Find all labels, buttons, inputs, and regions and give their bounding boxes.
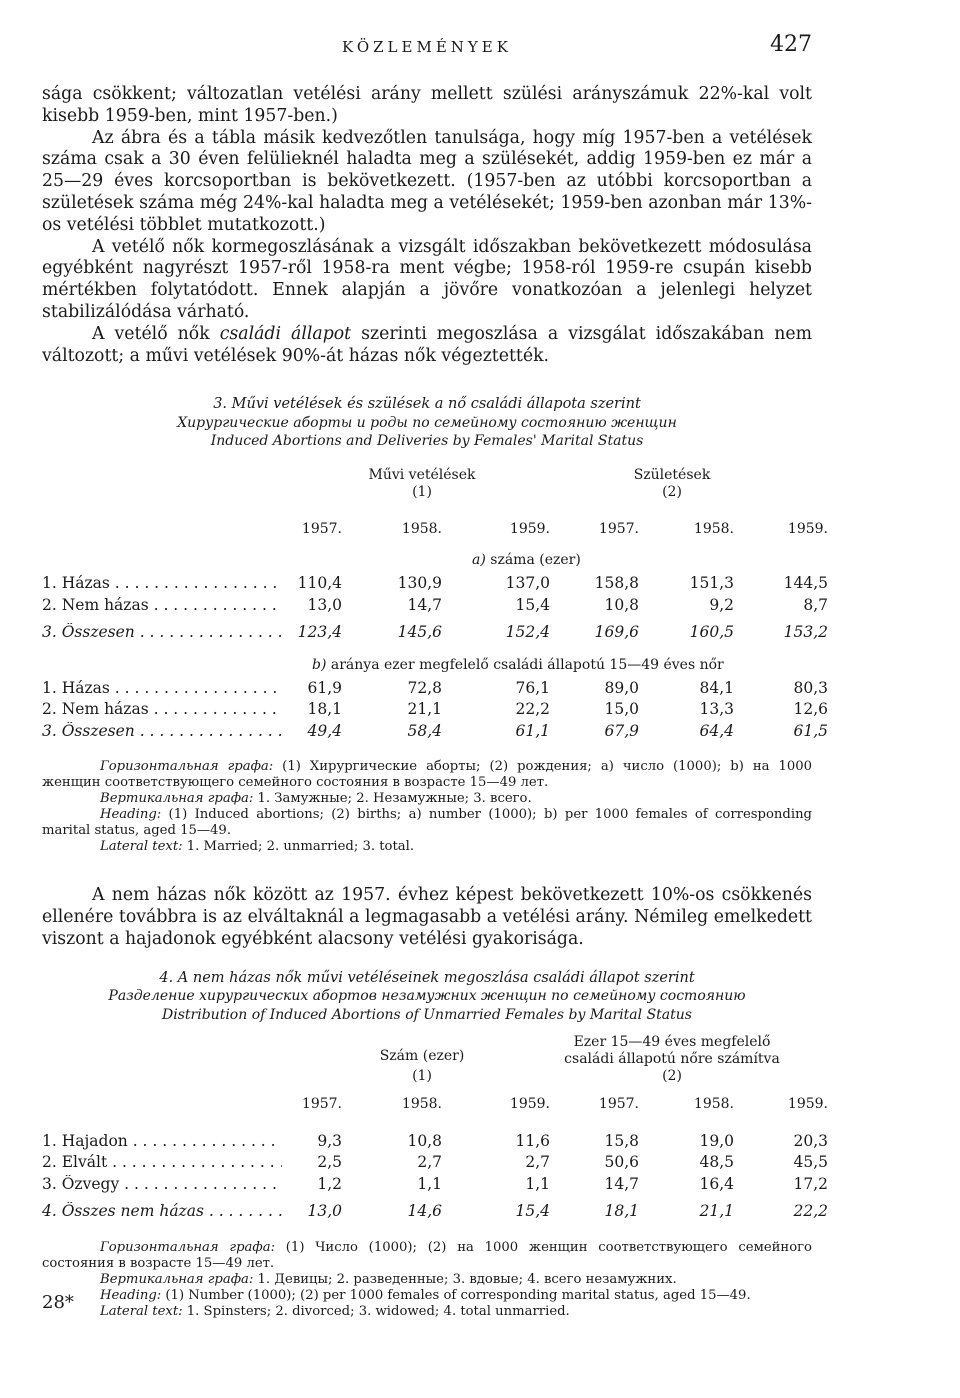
table-4-caption-ru: Разделение хирургических абортов незамужних женщин по семейному состоянию (108, 988, 746, 1005)
value-cell: 12,6 (793, 700, 828, 719)
table-row (42, 1131, 828, 1154)
table-3-rows-b (42, 678, 828, 744)
note-text: 1. Spinsters; 2. divorced; 3. widowed; 4. total unmarried. (182, 1303, 570, 1319)
value-cell: 9,3 (317, 1131, 342, 1150)
table-3 (42, 395, 828, 855)
row-label: 2. Nem házas . . . (42, 596, 282, 614)
value-cell: 15,4 (515, 595, 550, 614)
table-3-caption-hu: 3. Művi vetélések és szülések a nő családi állapota szerint (213, 396, 641, 413)
table-3-group2: Születések (633, 466, 711, 483)
value-cell: 10,8 (604, 595, 639, 614)
note-ru-lateral (42, 791, 812, 807)
value-cell: 2,7 (525, 1153, 550, 1172)
value-cell: 151,3 (689, 574, 734, 593)
table-4-group2-line2: családi állapotú nőre számítva (564, 1051, 780, 1068)
note-ru-lateral (42, 1272, 812, 1288)
value-cell: 13,0 (307, 1202, 342, 1221)
note-text: 1. Замужные; 2. Незамужные; 3. всего. (253, 791, 532, 807)
value-cell: 17,2 (793, 1174, 828, 1193)
note-text: 1. Девицы; 2. разведенные; 3. вдовые; 4. всего незамужних. (253, 1271, 677, 1287)
row-label: 1. Hajadon . . . (42, 1132, 282, 1150)
value-cell: 1,2 (317, 1174, 342, 1193)
row-label: 3. Összesen . . . (42, 623, 282, 641)
value-cell: 130,9 (397, 574, 442, 593)
value-cell: 152,4 (505, 623, 550, 642)
year-cell: 1957. (598, 1096, 639, 1113)
value-cell: 21,1 (407, 700, 442, 719)
value-cell: 14,7 (604, 1174, 639, 1193)
paragraph-4 (42, 324, 812, 368)
table-3-notes (42, 759, 812, 855)
value-cell: 18,1 (307, 700, 342, 719)
value-cell: 22,2 (793, 1202, 828, 1221)
table-row (42, 1174, 828, 1197)
value-cell: 158,8 (594, 574, 639, 593)
paragraph-5: A nem házas nők között az 1957. évhez képest bekövetkezett 10%-os csökkenés ellenére továbbra is az elváltaknál a legmagasabb a vetélési arány. Némileg emelkedett viszont a hajadonok egyébként alacsony vetélési gyakorisága. (42, 885, 812, 949)
table-4-group1-num: (1) (412, 1068, 432, 1085)
note-text: (1) Number (1000); (2) per 1000 females of corresponding marital status, aged 15—49. (161, 1287, 751, 1303)
value-cell: 2,7 (417, 1153, 442, 1172)
value-cell: 160,5 (689, 623, 734, 642)
note-label: Вертикальная графа: (100, 1271, 254, 1287)
value-cell: 89,0 (604, 678, 639, 697)
year-cell: 1958. (693, 1096, 734, 1113)
note-text: (1) Хирургические аборты; (2) рождения; а) число (1000); b) на 1000 женщин соответствующего семейного состояния в возрасте 15—49 лет. (42, 759, 812, 791)
value-cell: 64,4 (699, 721, 734, 740)
note-en-heading (42, 1288, 812, 1304)
year-cell: 1957. (598, 520, 639, 537)
year-cell: 1957. (301, 1096, 342, 1113)
value-cell: 48,5 (699, 1153, 734, 1172)
value-cell: 169,6 (594, 623, 639, 642)
value-cell: 14,7 (407, 595, 442, 614)
value-cell: 9,2 (709, 595, 734, 614)
table-4-group1: Szám (ezer) (379, 1048, 465, 1065)
row-label: 4. Összes nem házas . . . (42, 1202, 282, 1220)
note-en-lateral (42, 839, 812, 855)
row-label: 3. Összesen . . . (42, 722, 282, 740)
value-cell: 15,0 (604, 700, 639, 719)
table-row-total (42, 721, 828, 744)
note-ru-heading (42, 1240, 812, 1272)
table-3-group1: Művi vetélések (368, 466, 476, 483)
table-3-caption-en: Induced Abortions and Deliveries by Females' Marital Status (210, 433, 644, 450)
table-row (42, 574, 828, 596)
note-label: Горизонтальная графа: (100, 1239, 276, 1255)
value-cell: 2,5 (317, 1153, 342, 1172)
value-cell: 80,3 (793, 678, 828, 697)
value-cell: 49,4 (307, 721, 342, 740)
paragraph-4-emphasis: családi állapot (219, 323, 352, 344)
running-head: KÖZLEMÉNYEK (342, 38, 512, 56)
year-cell: 1959. (509, 1096, 550, 1113)
table-4-notes (42, 1240, 812, 1320)
note-label: Heading: (100, 807, 162, 823)
table-4-years (42, 1096, 828, 1118)
value-cell: 76,1 (515, 678, 550, 697)
value-cell: 145,6 (397, 623, 442, 642)
note-en-heading (42, 807, 812, 839)
table-4 (42, 969, 828, 1320)
paragraph-1: sága csökkent; változatlan vetélési arány mellett szülési arányszámuk 22%-kal volt kisebb 1959-ben, mint 1957-ben.) (42, 84, 812, 126)
value-cell: 144,5 (783, 574, 828, 593)
signature-mark: 28* (42, 1292, 74, 1313)
note-label: Lateral text: (100, 1303, 183, 1319)
value-cell: 84,1 (699, 678, 734, 697)
section-a-letter: a) (472, 552, 486, 569)
note-text: (1) Induced abortions; (2) births; a) number (1000); b) per 1000 females of corresponding marital status, aged 15—49. (42, 807, 812, 839)
value-cell: 8,7 (803, 595, 828, 614)
value-cell: 110,4 (297, 574, 342, 593)
table-3-years (42, 520, 828, 543)
table-row (42, 700, 828, 722)
section-b-heading (312, 657, 724, 673)
page-header (42, 30, 812, 70)
year-cell: 1958. (401, 1096, 442, 1113)
table-4-rows (42, 1131, 828, 1224)
table-row (42, 678, 828, 701)
value-cell: 61,5 (793, 721, 828, 740)
paragraph-2: Az ábra és a tábla másik kedvezőtlen tanulsága, hogy míg 1957-ben a vetélések száma csak a 30 éven felülieknél haladta meg a szülésekét, addig 1959-ben ez már a 25—29 éves korcsoportban is bekövetkezett. (1957-ben az utóbbi korcsoportban a születések száma még 24%-kal haladta meg a vetélésekét; 1959-ben azonban már 13%-os vetélési többlet mutatkozott.) (42, 127, 812, 235)
value-cell: 18,1 (604, 1202, 639, 1221)
section-b-text: aránya ezer megfelelő családi állapotú 15—49 éves nőr (326, 656, 724, 673)
value-cell: 45,5 (793, 1153, 828, 1172)
value-cell: 50,6 (604, 1153, 639, 1172)
year-cell: 1959. (787, 1096, 828, 1113)
value-cell: 16,4 (699, 1174, 734, 1193)
value-cell: 61,1 (515, 721, 550, 740)
table-3-rows-a (42, 574, 828, 645)
page (42, 30, 828, 1320)
paragraph-3: A vetélő nők kormegoszlásának a vizsgált időszakban bekövetkezett módosulása egyébként nagyrészt 1957-ről 1958-ra ment végbe; 1958-ról 1959-re csupán kisebb mértékben folytatódott. Ennek alapján a jövőre vonatkozóan a jelenlegi helyzet stabilizálódása várható. (42, 236, 812, 322)
row-label: 1. Házas . . . (42, 574, 282, 592)
table-4-header (42, 1034, 812, 1096)
row-label: 1. Házas . . . (42, 679, 282, 697)
table-4-group2-line1: Ezer 15—49 éves megfelelő (573, 1034, 771, 1051)
row-label: 2. Elvált . . . (42, 1153, 282, 1171)
table-row-total (42, 1202, 828, 1224)
table-4-caption-hu: 4. A nem házas nők művi vetéléseinek megoszlása családi állapot szerint (159, 969, 695, 986)
page-number: 427 (770, 32, 812, 57)
year-cell: 1958. (401, 520, 442, 537)
value-cell: 67,9 (604, 721, 639, 740)
table-3-header (42, 463, 812, 521)
table-3-section-b (42, 657, 812, 679)
note-en-lateral (42, 1304, 812, 1320)
value-cell: 72,8 (407, 678, 442, 697)
section-a-text: száma (ezer) (485, 552, 581, 569)
table-3-section-a (42, 552, 812, 574)
paragraph-4-start: A vetélő nők (92, 323, 220, 344)
table-4-caption-en: Distribution of Induced Abortions of Unmarried Females by Marital Status (162, 1006, 692, 1023)
table-4-group2-num: (2) (662, 1068, 682, 1085)
year-cell: 1959. (509, 520, 550, 537)
value-cell: 123,4 (297, 623, 342, 642)
year-cell: 1958. (693, 520, 734, 537)
section-b-letter: b) (312, 656, 327, 673)
note-text: 1. Married; 2. unmarried; 3. total. (182, 839, 415, 855)
table-3-caption-ru: Хирургические аборты и роды по семейному состоянию женщин (177, 414, 677, 431)
table-row-total (42, 623, 828, 645)
row-label: 3. Özvegy . . . (42, 1175, 282, 1193)
table-3-group1-num: (1) (412, 483, 432, 500)
value-cell: 21,1 (699, 1202, 734, 1221)
value-cell: 10,8 (407, 1131, 442, 1150)
value-cell: 58,4 (407, 721, 442, 740)
note-label: Heading: (100, 1287, 162, 1303)
year-cell: 1959. (787, 520, 828, 537)
value-cell: 19,0 (699, 1131, 734, 1150)
value-cell: 137,0 (505, 574, 550, 593)
note-text: (1) Число (1000); (2) на 1000 женщин соответствующего семейного состояния в возрасте 15—49 лет. (42, 1239, 812, 1271)
year-cell: 1957. (301, 520, 342, 537)
section-a-heading (472, 552, 581, 568)
value-cell: 1,1 (525, 1174, 550, 1193)
value-cell: 11,6 (515, 1131, 550, 1150)
note-label: Lateral text: (100, 839, 183, 855)
value-cell: 61,9 (307, 678, 342, 697)
value-cell: 1,1 (417, 1174, 442, 1193)
value-cell: 15,8 (604, 1131, 639, 1150)
table-row (42, 595, 828, 618)
value-cell: 22,2 (515, 700, 550, 719)
value-cell: 20,3 (793, 1131, 828, 1150)
table-row (42, 1153, 828, 1175)
note-label: Горизонтальная графа: (100, 759, 274, 775)
paragraph-4-end: szerinti megoszlása a vizsgálat időszakában nem változott; a művi vetélések 90%-át házas nők végeztették. (42, 323, 813, 366)
value-cell: 14,6 (407, 1202, 442, 1221)
note-ru-heading (42, 759, 812, 791)
row-label: 2. Nem házas . . . (42, 700, 282, 718)
value-cell: 13,0 (307, 595, 342, 614)
value-cell: 15,4 (515, 1202, 550, 1221)
note-label: Вертикальная графа: (100, 791, 254, 807)
value-cell: 13,3 (699, 700, 734, 719)
value-cell: 153,2 (783, 623, 828, 642)
table-3-group2-num: (2) (662, 483, 682, 500)
